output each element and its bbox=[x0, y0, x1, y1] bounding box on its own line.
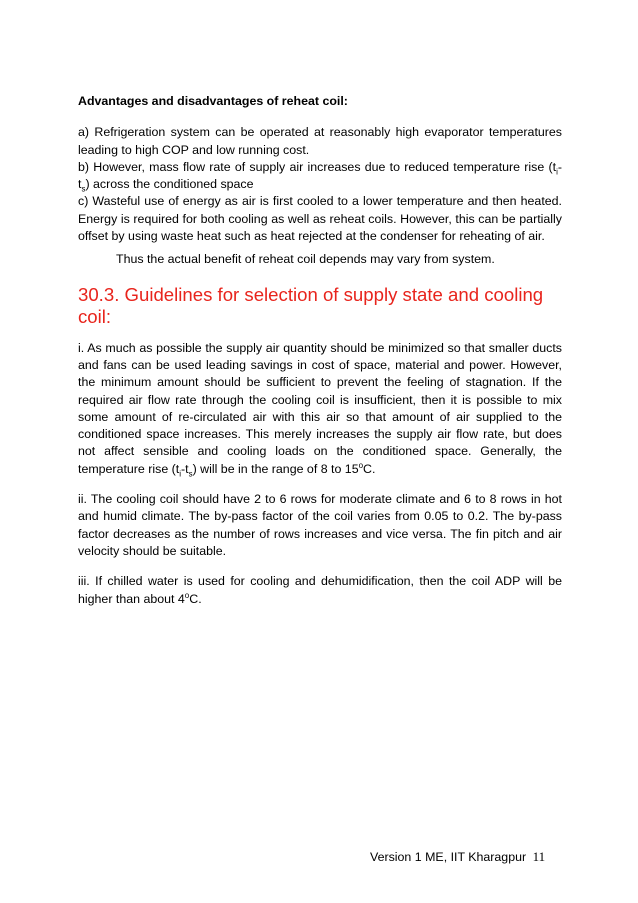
guideline-iii bbox=[78, 573, 562, 608]
guideline-iii-unit: C. bbox=[189, 591, 202, 606]
advantage-b-sub-i: i bbox=[556, 167, 558, 177]
guideline-ii: ii. The cooling coil should have 2 to 6 rows for moderate climate and 6 to 8 rows in hot and humid climate. The by-pass factor of the coil varies from 0.05 to 0.2. The by-pass factor decreases as the number of rows increases and vice versa. The fin pitch and air velocity should be suitable. bbox=[78, 492, 562, 558]
footer-version: Version 1 ME, IIT Kharagpur bbox=[370, 850, 527, 864]
guideline-i-degree: o bbox=[358, 460, 364, 470]
advantage-c: c) Wasteful use of energy as air is first cooled to a lower temperature and then heated. Energy is required for both cooling as well as reheat coils. However, this can be partially offset by using waste heat such as heat rejected at the condenser for reheating of air. bbox=[78, 194, 562, 244]
guideline-i-text: i. As much as possible the supply air quantity should be minimized so that smaller ducts and fans can be used leading savings in cost of space, material and power. However, the minimum amount should be sufficient to prevent the feeling of stagnation. If the required air flow rate through the cooling coil is insufficient, then it is possible to mix some amount of re-circulated air with this air so that amount of air supplied to the conditioned space increases. This merely increases the supply air flow rate, but does not affect sensible and cooling loads on the conditioned space. Generally, the temperature rise (t bbox=[78, 340, 562, 476]
guideline-i-unit: C. bbox=[363, 461, 376, 476]
guideline-iii-degree: o bbox=[184, 590, 190, 600]
page-footer bbox=[370, 848, 545, 866]
advantage-b-sub-s: s bbox=[81, 184, 86, 194]
reheat-coil-heading: Advantages and disadvantages of reheat coil: bbox=[78, 94, 348, 108]
advantage-b bbox=[78, 159, 562, 194]
advantage-b-dash: -t bbox=[78, 159, 562, 192]
guideline-iii-text: iii. If chilled water is used for cooling and dehumidification, then the coil ADP will be higher than about 4 bbox=[78, 574, 562, 606]
guideline-i-sub-s: s bbox=[188, 469, 193, 479]
advantage-b-end: ) across the conditioned space bbox=[85, 177, 254, 192]
guideline-i-dash: -t bbox=[181, 461, 189, 476]
benefit-statement: Thus the actual benefit of reheat coil depends may vary from system. bbox=[116, 252, 495, 267]
advantage-b-text: b) However, mass flow rate of supply air increases due to reduced temperature rise (t bbox=[78, 159, 557, 174]
section-title: 30.3. Guidelines for selection of supply state and cooling coil: bbox=[78, 283, 544, 327]
advantage-a: a) Refrigeration system can be operated at reasonably high evaporator temperatures leading to high COP and low running cost. bbox=[78, 125, 562, 157]
guideline-i bbox=[78, 340, 562, 478]
guideline-i-sub-i: i bbox=[179, 469, 182, 479]
document-body bbox=[78, 93, 562, 608]
page-number: 11 bbox=[532, 849, 546, 864]
guideline-i-range: ) will be in the range of 8 to 15 bbox=[192, 461, 359, 476]
